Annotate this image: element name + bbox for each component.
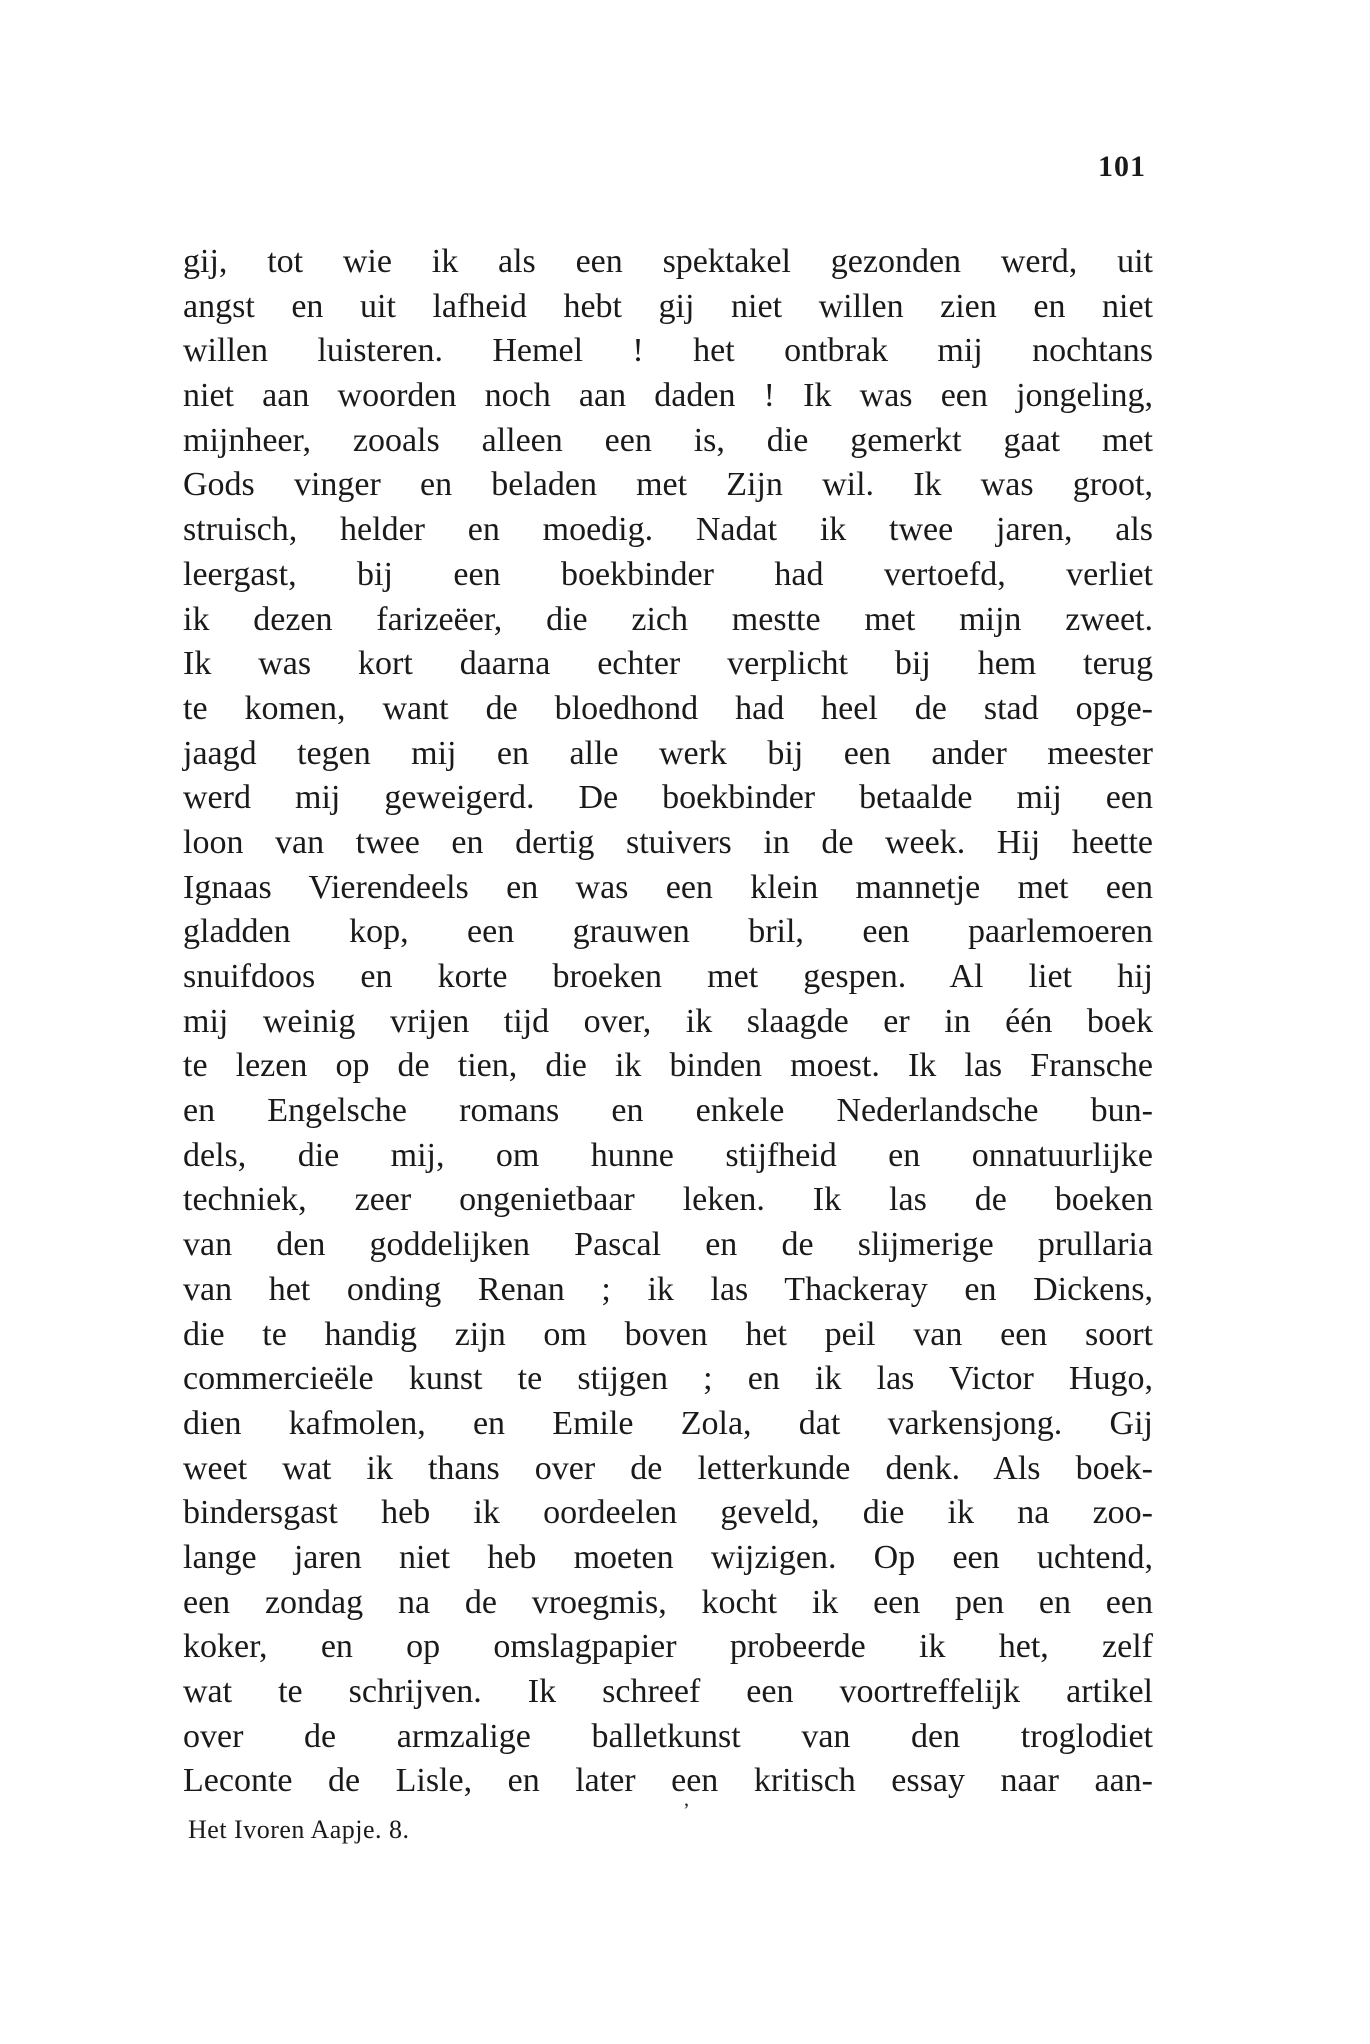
text-line: van het onding Renan ; ik las Thackeray en Dickens,: [183, 1270, 1153, 1308]
text-line: die te handig zijn om boven het peil van een soort: [183, 1315, 1153, 1353]
text-line: van den goddelijken Pascal en de slijmerige prullaria: [183, 1226, 1153, 1264]
text-line: dels, die mij, om hunne stijfheid en onnatuurlijke: [183, 1136, 1153, 1174]
text-line: gij, tot wie ik als een spektakel gezonden werd, uit: [183, 243, 1153, 280]
print-speck: ʼ: [683, 1800, 690, 1822]
text-line: weet wat ik thans over de letterkunde denk. Als boek-: [183, 1449, 1153, 1487]
text-line: struisch, helder en moedig. Nadat ik twee jaren, als: [183, 511, 1153, 549]
text-line: bindersgast heb ik oordeelen geveld, die ik na zoo-: [183, 1494, 1153, 1532]
text-line: een zondag na de vroegmis, kocht ik een pen en een: [183, 1583, 1153, 1621]
signature-footer: Het Ivoren Aapje. 8.: [188, 1815, 410, 1844]
text-line: gladden kop, een grauwen bril, een paarlemoeren: [183, 913, 1153, 951]
text-line: leergast, bij een boekbinder had vertoefd, verliet: [183, 555, 1153, 593]
text-line: snuifdoos en korte broeken met gespen. Al liet hij: [183, 958, 1153, 995]
text-line: wat te schrijven. Ik schreef een voortreffelijk artikel: [183, 1673, 1153, 1710]
text-line: werd mij geweigerd. De boekbinder betaalde mij een: [183, 779, 1153, 817]
text-line: jaagd tegen mij en alle werk bij een ander meester: [183, 734, 1153, 772]
text-line: mijnheer, zooals alleen een is, die gemerkt gaat met: [183, 421, 1153, 459]
text-line: te komen, want de bloedhond had heel de stad opge-: [183, 689, 1153, 727]
text-line: techniek, zeer ongenietbaar leken. Ik las de boeken: [183, 1181, 1153, 1219]
text-line: dien kafmolen, en Emile Zola, dat varkensjong. Gij: [183, 1404, 1153, 1442]
text-line: willen luisteren. Hemel ! het ontbrak mij nochtans: [183, 332, 1153, 370]
text-line: lange jaren niet heb moeten wijzigen. Op een uchtend,: [183, 1538, 1153, 1576]
text-line: Ik was kort daarna echter verplicht bij hem terug: [183, 645, 1153, 683]
text-line: te lezen op de tien, die ik binden moest. Ik las Fransche: [183, 1047, 1153, 1085]
text-line: niet aan woorden noch aan daden ! Ik was een jongeling,: [183, 377, 1153, 415]
text-line: angst en uit lafheid hebt gij niet willen zien en niet: [183, 287, 1153, 325]
text-line: ik dezen farizeëer, die zich mestte met mijn zweet.: [183, 600, 1153, 638]
page-number: 101: [1098, 150, 1146, 183]
text-line: commercieële kunst te stijgen ; en ik las Victor Hugo,: [183, 1360, 1153, 1398]
body-text: [183, 240, 1153, 1804]
text-line: loon van twee en dertig stuivers in de week. Hij heette: [183, 823, 1153, 861]
text-line: Leconte de Lisle, en later een kritisch essay naar aan-: [183, 1762, 1153, 1800]
text-line: Ignaas Vierendeels en was een klein mannetje met een: [183, 868, 1153, 906]
text-line: mij weinig vrijen tijd over, ik slaagde er in één boek: [183, 1002, 1153, 1040]
text-line: over de armzalige balletkunst van den troglodiet: [183, 1717, 1153, 1755]
text-line: en Engelsche romans en enkele Nederlandsche bun-: [183, 1092, 1153, 1130]
text-line: koker, en op omslagpapier probeerde ik het, zelf: [183, 1628, 1153, 1666]
text-line: Gods vinger en beladen met Zijn wil. Ik was groot,: [183, 466, 1153, 504]
